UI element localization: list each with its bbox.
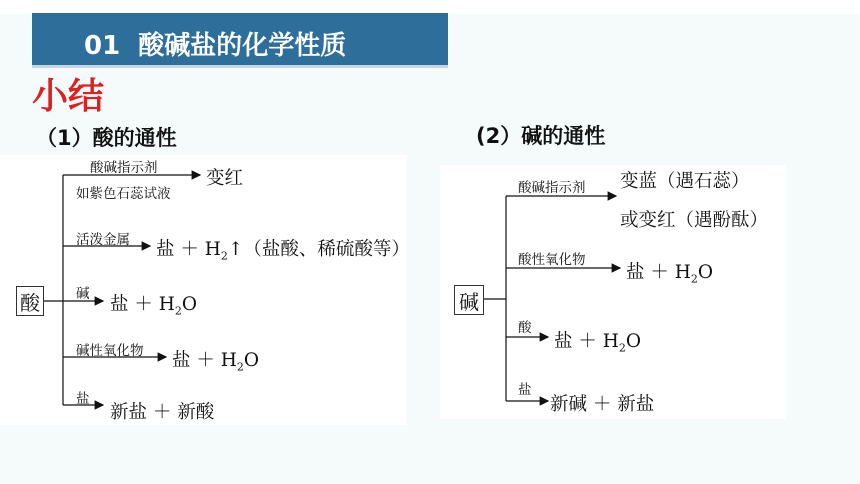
acid-branch-1-condition-detail: 如紫色石蕊试液 (76, 186, 171, 202)
acid-diagram (0, 155, 410, 425)
acid-branch-3-condition: 碱 (76, 286, 90, 302)
base-branch-2-condition: 酸性氧化物 (518, 252, 586, 268)
base-branch-3-result: 盐 ＋ $H_2O$ (554, 331, 642, 355)
acid-diagram-lines (0, 155, 406, 425)
section-title-text: 酸碱盐的化学性质 (138, 31, 347, 61)
base-branch-4-result: 新碱 ＋ 新盐 (550, 394, 655, 415)
base-center-box: 碱 (454, 285, 484, 315)
base-branch-1-result: 变蓝（遇石蕊） (620, 171, 750, 192)
base-branch-1-result-alt: 或变红（遇酚酞） (620, 210, 769, 231)
base-diagram-lines (440, 165, 786, 419)
summary-heading: 小结 (32, 75, 105, 117)
acid-branch-2-result: 盐 ＋ $H_2↑$（盐酸、稀硫酸等） (156, 239, 410, 263)
acid-section-title: （1）酸的通性 (36, 126, 177, 150)
base-branch-4-condition: 盐 (518, 382, 532, 398)
base-diagram (440, 165, 786, 419)
base-branch-3-condition: 酸 (518, 320, 532, 336)
section-number: 01 (84, 31, 121, 61)
top-strip (0, 0, 860, 14)
acid-branch-5-result: 新盐 ＋ 新酸 (110, 402, 215, 423)
acid-branch-3-result: 盐 ＋ $H_2O$ (110, 294, 198, 318)
acid-branch-5-condition: 盐 (76, 391, 90, 407)
base-section-title: (2）碱的通性 (476, 124, 606, 148)
acid-branch-4-result: 盐 ＋ $H_2O$ (172, 350, 260, 374)
base-branch-1-condition: 酸碱指示剂 (518, 180, 586, 196)
acid-branch-4-condition: 碱性氧化物 (76, 343, 144, 359)
section-title (84, 25, 346, 62)
acid-center-box: 酸 (16, 286, 44, 316)
acid-branch-1-condition: 酸碱指示剂 (90, 160, 158, 176)
acid-branch-2-condition: 活泼金属 (76, 232, 130, 248)
acid-branch-1-result: 变红 (206, 168, 244, 189)
section-banner (32, 13, 448, 68)
base-branch-2-result: 盐 ＋ $H_2O$ (626, 262, 714, 286)
